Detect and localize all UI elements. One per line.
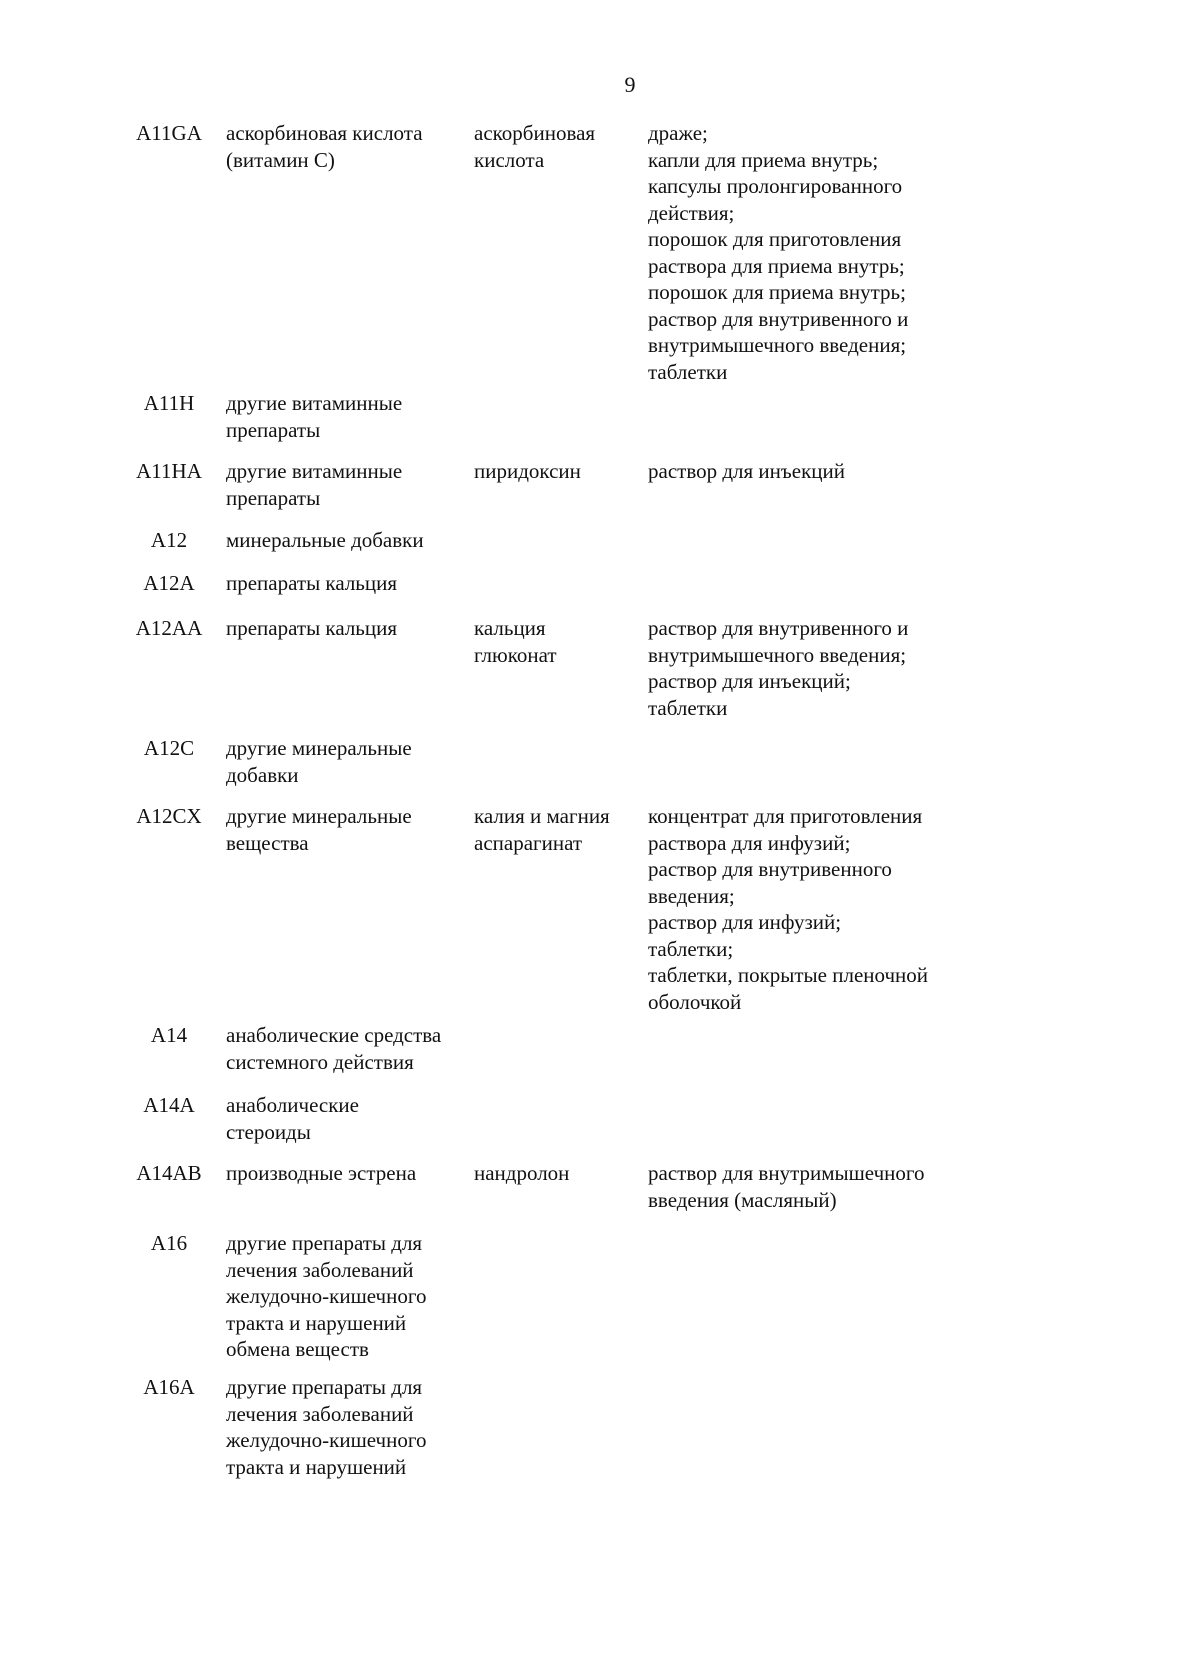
cell-line: обмена веществ [226, 1337, 369, 1361]
atc-code-cell: A14A [143, 1093, 195, 1117]
cell-line: другие витаминные [226, 391, 403, 415]
cell-line: аскорбиновая [474, 121, 596, 145]
anatomical-group-cell [226, 390, 466, 443]
cell-line: препараты кальция [226, 616, 398, 640]
dosage-forms-cell [648, 615, 978, 721]
cell-line: другие минеральные [226, 804, 412, 828]
anatomical-group-cell [226, 1374, 466, 1480]
cell-line: раствор для внутривенного [648, 857, 892, 881]
anatomical-group-cell [226, 803, 466, 856]
cell-line: порошок для приема внутрь; [648, 280, 906, 304]
cell-line: анаболические [226, 1093, 359, 1117]
cell-line: таблетки [648, 695, 728, 720]
cell-line: внутримышечного введения; [648, 333, 907, 357]
cell-line: аспарагинат [474, 830, 583, 855]
cell-line: анаболические средства [226, 1023, 442, 1047]
page-number: 9 [624, 72, 636, 97]
cell-line: драже; [648, 121, 708, 145]
cell-line: раствор для внутримышечного [648, 1161, 925, 1185]
dosage-forms-cell [648, 803, 978, 1015]
drug-name-cell [474, 803, 644, 856]
cell-line: таблетки; [648, 936, 734, 961]
dosage-forms-cell [648, 120, 978, 385]
anatomical-group-cell [226, 570, 466, 597]
cell-line: внутримышечного введения; [648, 642, 907, 667]
cell-line: системного действия [226, 1049, 414, 1074]
cell-line: раствор для инфузий; [648, 910, 842, 934]
cell-line: раствор для инъекций; [648, 669, 851, 693]
anatomical-group-cell [226, 1022, 466, 1075]
atc-code-cell: A14 [150, 1023, 188, 1047]
drug-name-cell [474, 615, 644, 668]
atc-code-cell: A14AB [136, 1161, 202, 1185]
anatomical-group-cell [226, 615, 466, 642]
dosage-forms-cell [648, 458, 978, 485]
cell-line: нандролон [474, 1161, 570, 1185]
cell-line: (витамин С) [226, 147, 335, 172]
cell-line: капсулы пролонгированного [648, 174, 903, 198]
cell-line: введения; [648, 883, 735, 908]
anatomical-group-cell [226, 120, 466, 173]
cell-line: кальция [474, 616, 546, 640]
cell-line: тракта и нарушений [226, 1454, 407, 1479]
cell-line: вещества [226, 830, 309, 855]
drug-name-cell [474, 458, 644, 485]
cell-line: лечения заболеваний [226, 1401, 414, 1426]
atc-code-cell: A12C [143, 736, 195, 760]
cell-line: таблетки, покрытые пленочной [648, 963, 929, 987]
cell-line: таблетки [648, 359, 728, 384]
atc-code-cell: A16 [150, 1231, 188, 1255]
cell-line: препараты [226, 485, 321, 510]
cell-line: другие препараты для [226, 1231, 423, 1255]
cell-line: минеральные добавки [226, 528, 424, 552]
cell-line: стероиды [226, 1119, 311, 1144]
cell-line: раствор для внутривенного и [648, 306, 909, 331]
cell-line: капли для приема внутрь; [648, 147, 879, 172]
cell-line: порошок для приготовления [648, 227, 902, 251]
cell-line: производные эстрена [226, 1161, 417, 1185]
cell-line: аскорбиновая кислота [226, 121, 423, 145]
atc-code-cell: A12CX [136, 804, 202, 828]
atc-code-cell: A11H [143, 391, 195, 415]
anatomical-group-cell [226, 527, 466, 554]
cell-line: лечения заболеваний [226, 1257, 414, 1282]
cell-line: раствора для приема внутрь; [648, 253, 905, 278]
atc-code-cell: A16A [143, 1375, 195, 1399]
cell-line: препараты кальция [226, 571, 398, 595]
cell-line: другие витаминные [226, 459, 403, 483]
atc-code-cell: A12A [143, 571, 195, 595]
anatomical-group-cell [226, 458, 466, 511]
cell-line: тракта и нарушений [226, 1310, 407, 1335]
anatomical-group-cell [226, 1092, 466, 1145]
atc-code-cell: A12 [150, 528, 188, 552]
cell-line: раствор для внутривенного и [648, 616, 909, 640]
cell-line: желудочно-кишечного [226, 1428, 427, 1452]
cell-line: раствора для инфузий; [648, 830, 851, 855]
cell-line: пиридоксин [474, 459, 581, 483]
anatomical-group-cell [226, 1230, 466, 1363]
anatomical-group-cell [226, 735, 466, 788]
cell-line: препараты [226, 417, 321, 442]
cell-line: действия; [648, 200, 735, 225]
cell-line: желудочно-кишечного [226, 1284, 427, 1308]
cell-line: введения (масляный) [648, 1187, 837, 1212]
atc-code-cell: A12AA [135, 616, 203, 640]
anatomical-group-cell [226, 1160, 466, 1187]
cell-line: другие минеральные [226, 736, 412, 760]
cell-line: добавки [226, 762, 299, 787]
cell-line: кислота [474, 147, 545, 172]
cell-line: другие препараты для [226, 1375, 423, 1399]
drug-name-cell [474, 120, 644, 173]
atc-code-cell: A11HA [136, 459, 202, 483]
cell-line: концентрат для приготовления [648, 804, 923, 828]
dosage-forms-cell [648, 1160, 978, 1213]
cell-line: раствор для инъекций [648, 459, 845, 483]
drug-name-cell [474, 1160, 644, 1187]
cell-line: глюконат [474, 642, 557, 667]
atc-code-cell: A11GA [136, 121, 202, 145]
cell-line: калия и магния [474, 804, 610, 828]
cell-line: оболочкой [648, 989, 742, 1014]
